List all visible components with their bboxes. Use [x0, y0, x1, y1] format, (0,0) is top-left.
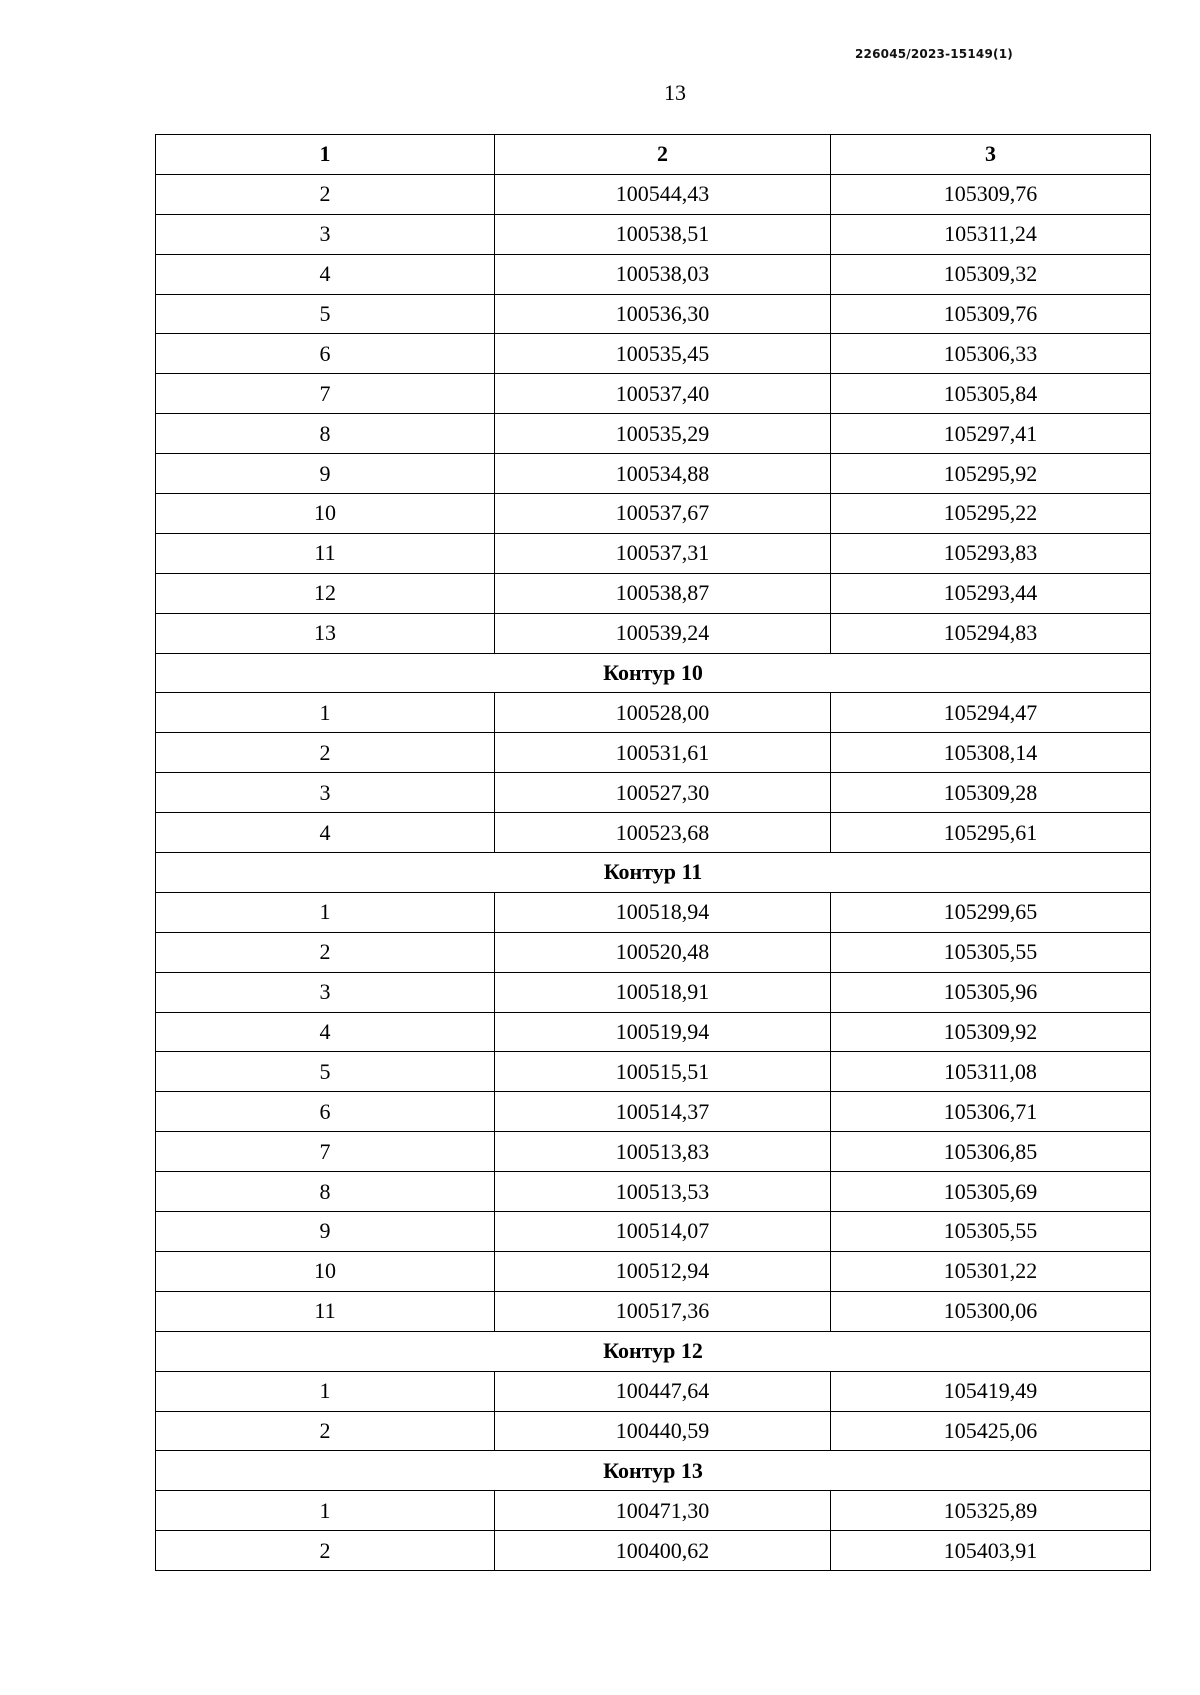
- table-row: [156, 414, 1151, 454]
- y-coordinate-cell: 105295,92: [831, 454, 1151, 494]
- point-number-cell: 3: [156, 972, 495, 1012]
- contour-heading-row: [156, 1451, 1151, 1491]
- point-number-cell: 4: [156, 1012, 495, 1052]
- x-coordinate-cell: 100518,91: [495, 972, 831, 1012]
- table-row: [156, 1132, 1151, 1172]
- table-row: [156, 1491, 1151, 1531]
- point-number-cell: 6: [156, 334, 495, 374]
- x-coordinate-cell: 100538,51: [495, 214, 831, 254]
- y-coordinate-cell: 105305,69: [831, 1172, 1151, 1212]
- table-row: [156, 693, 1151, 733]
- y-coordinate-cell: 105419,49: [831, 1371, 1151, 1411]
- x-coordinate-cell: 100523,68: [495, 813, 831, 853]
- table-row: [156, 1092, 1151, 1132]
- point-number-cell: 11: [156, 533, 495, 573]
- y-coordinate-cell: 105305,55: [831, 932, 1151, 972]
- point-number-cell: 5: [156, 294, 495, 334]
- table-row: [156, 1531, 1151, 1571]
- table-row: [156, 1212, 1151, 1252]
- x-coordinate-cell: 100400,62: [495, 1531, 831, 1571]
- x-coordinate-cell: 100514,37: [495, 1092, 831, 1132]
- y-coordinate-cell: 105311,24: [831, 214, 1151, 254]
- y-coordinate-cell: 105294,47: [831, 693, 1151, 733]
- y-coordinate-cell: 105294,83: [831, 613, 1151, 653]
- point-number-cell: 7: [156, 374, 495, 414]
- point-number-cell: 12: [156, 573, 495, 613]
- table-row: [156, 1411, 1151, 1451]
- contour-heading-row: [156, 1331, 1151, 1371]
- y-coordinate-cell: 105306,71: [831, 1092, 1151, 1132]
- column-header-point: 1: [156, 135, 495, 175]
- table-row: [156, 1371, 1151, 1411]
- point-number-cell: 2: [156, 1531, 495, 1571]
- contour-heading: Контур 13: [156, 1451, 1151, 1491]
- x-coordinate-cell: 100512,94: [495, 1251, 831, 1291]
- x-coordinate-cell: 100535,29: [495, 414, 831, 454]
- y-coordinate-cell: 105301,22: [831, 1251, 1151, 1291]
- x-coordinate-cell: 100514,07: [495, 1212, 831, 1252]
- y-coordinate-cell: 105403,91: [831, 1531, 1151, 1571]
- x-coordinate-cell: 100447,64: [495, 1371, 831, 1411]
- x-coordinate-cell: 100539,24: [495, 613, 831, 653]
- y-coordinate-cell: 105306,33: [831, 334, 1151, 374]
- x-coordinate-cell: 100527,30: [495, 773, 831, 813]
- x-coordinate-cell: 100513,53: [495, 1172, 831, 1212]
- x-coordinate-cell: 100513,83: [495, 1132, 831, 1172]
- y-coordinate-cell: 105305,96: [831, 972, 1151, 1012]
- table-row: [156, 1291, 1151, 1331]
- table-row: [156, 1012, 1151, 1052]
- x-coordinate-cell: 100537,67: [495, 494, 831, 534]
- table-row: [156, 334, 1151, 374]
- x-coordinate-cell: 100538,87: [495, 573, 831, 613]
- point-number-cell: 3: [156, 773, 495, 813]
- x-coordinate-cell: 100471,30: [495, 1491, 831, 1531]
- y-coordinate-cell: 105308,14: [831, 733, 1151, 773]
- contour-heading-row: [156, 853, 1151, 893]
- point-number-cell: 9: [156, 1212, 495, 1252]
- column-header-y: 3: [831, 135, 1151, 175]
- x-coordinate-cell: 100537,31: [495, 533, 831, 573]
- y-coordinate-cell: 105309,76: [831, 174, 1151, 214]
- table-row: [156, 773, 1151, 813]
- y-coordinate-cell: 105309,76: [831, 294, 1151, 334]
- contour-heading: Контур 10: [156, 653, 1151, 693]
- x-coordinate-cell: 100440,59: [495, 1411, 831, 1451]
- y-coordinate-cell: 105309,28: [831, 773, 1151, 813]
- table-row: [156, 573, 1151, 613]
- point-number-cell: 6: [156, 1092, 495, 1132]
- y-coordinate-cell: 105300,06: [831, 1291, 1151, 1331]
- y-coordinate-cell: 105297,41: [831, 414, 1151, 454]
- table-row: [156, 733, 1151, 773]
- point-number-cell: 2: [156, 174, 495, 214]
- x-coordinate-cell: 100536,30: [495, 294, 831, 334]
- x-coordinate-cell: 100531,61: [495, 733, 831, 773]
- table-row: [156, 1251, 1151, 1291]
- y-coordinate-cell: 105309,32: [831, 254, 1151, 294]
- column-header-x: 2: [495, 135, 831, 175]
- x-coordinate-cell: 100520,48: [495, 932, 831, 972]
- table-row: [156, 813, 1151, 853]
- table-row: [156, 1052, 1151, 1092]
- point-number-cell: 5: [156, 1052, 495, 1092]
- table-row: [156, 494, 1151, 534]
- point-number-cell: 8: [156, 414, 495, 454]
- y-coordinate-cell: 105295,22: [831, 494, 1151, 534]
- x-coordinate-cell: 100517,36: [495, 1291, 831, 1331]
- point-number-cell: 1: [156, 1371, 495, 1411]
- x-coordinate-cell: 100515,51: [495, 1052, 831, 1092]
- table-row: [156, 892, 1151, 932]
- table-body: [156, 174, 1151, 1570]
- point-number-cell: 2: [156, 733, 495, 773]
- y-coordinate-cell: 105306,85: [831, 1132, 1151, 1172]
- coordinates-table: [155, 134, 1151, 1571]
- y-coordinate-cell: 105309,92: [831, 1012, 1151, 1052]
- table-row: [156, 1172, 1151, 1212]
- point-number-cell: 8: [156, 1172, 495, 1212]
- contour-heading: Контур 12: [156, 1331, 1151, 1371]
- page-number: 13: [664, 80, 686, 105]
- table-row: [156, 174, 1151, 214]
- table-row: [156, 613, 1151, 653]
- x-coordinate-cell: 100537,40: [495, 374, 831, 414]
- x-coordinate-cell: 100519,94: [495, 1012, 831, 1052]
- table-row: [156, 932, 1151, 972]
- table-header-row: [156, 135, 1151, 175]
- point-number-cell: 11: [156, 1291, 495, 1331]
- point-number-cell: 10: [156, 494, 495, 534]
- point-number-cell: 9: [156, 454, 495, 494]
- y-coordinate-cell: 105299,65: [831, 892, 1151, 932]
- x-coordinate-cell: 100538,03: [495, 254, 831, 294]
- point-number-cell: 10: [156, 1251, 495, 1291]
- table-row: [156, 454, 1151, 494]
- point-number-cell: 13: [156, 613, 495, 653]
- y-coordinate-cell: 105305,84: [831, 374, 1151, 414]
- y-coordinate-cell: 105325,89: [831, 1491, 1151, 1531]
- point-number-cell: 1: [156, 693, 495, 733]
- x-coordinate-cell: 100518,94: [495, 892, 831, 932]
- contour-heading-row: [156, 653, 1151, 693]
- y-coordinate-cell: 105311,08: [831, 1052, 1151, 1092]
- point-number-cell: 1: [156, 892, 495, 932]
- point-number-cell: 3: [156, 214, 495, 254]
- point-number-cell: 4: [156, 254, 495, 294]
- table-row: [156, 294, 1151, 334]
- y-coordinate-cell: 105425,06: [831, 1411, 1151, 1451]
- table-row: [156, 533, 1151, 573]
- contour-heading: Контур 11: [156, 853, 1151, 893]
- document-number: 226045/2023-15149(1): [855, 47, 1013, 61]
- point-number-cell: 2: [156, 1411, 495, 1451]
- y-coordinate-cell: 105293,44: [831, 573, 1151, 613]
- table-row: [156, 254, 1151, 294]
- point-number-cell: 4: [156, 813, 495, 853]
- y-coordinate-cell: 105305,55: [831, 1212, 1151, 1252]
- x-coordinate-cell: 100535,45: [495, 334, 831, 374]
- table-row: [156, 214, 1151, 254]
- y-coordinate-cell: 105293,83: [831, 533, 1151, 573]
- x-coordinate-cell: 100544,43: [495, 174, 831, 214]
- y-coordinate-cell: 105295,61: [831, 813, 1151, 853]
- table-row: [156, 972, 1151, 1012]
- table-row: [156, 374, 1151, 414]
- point-number-cell: 7: [156, 1132, 495, 1172]
- point-number-cell: 2: [156, 932, 495, 972]
- x-coordinate-cell: 100528,00: [495, 693, 831, 733]
- point-number-cell: 1: [156, 1491, 495, 1531]
- x-coordinate-cell: 100534,88: [495, 454, 831, 494]
